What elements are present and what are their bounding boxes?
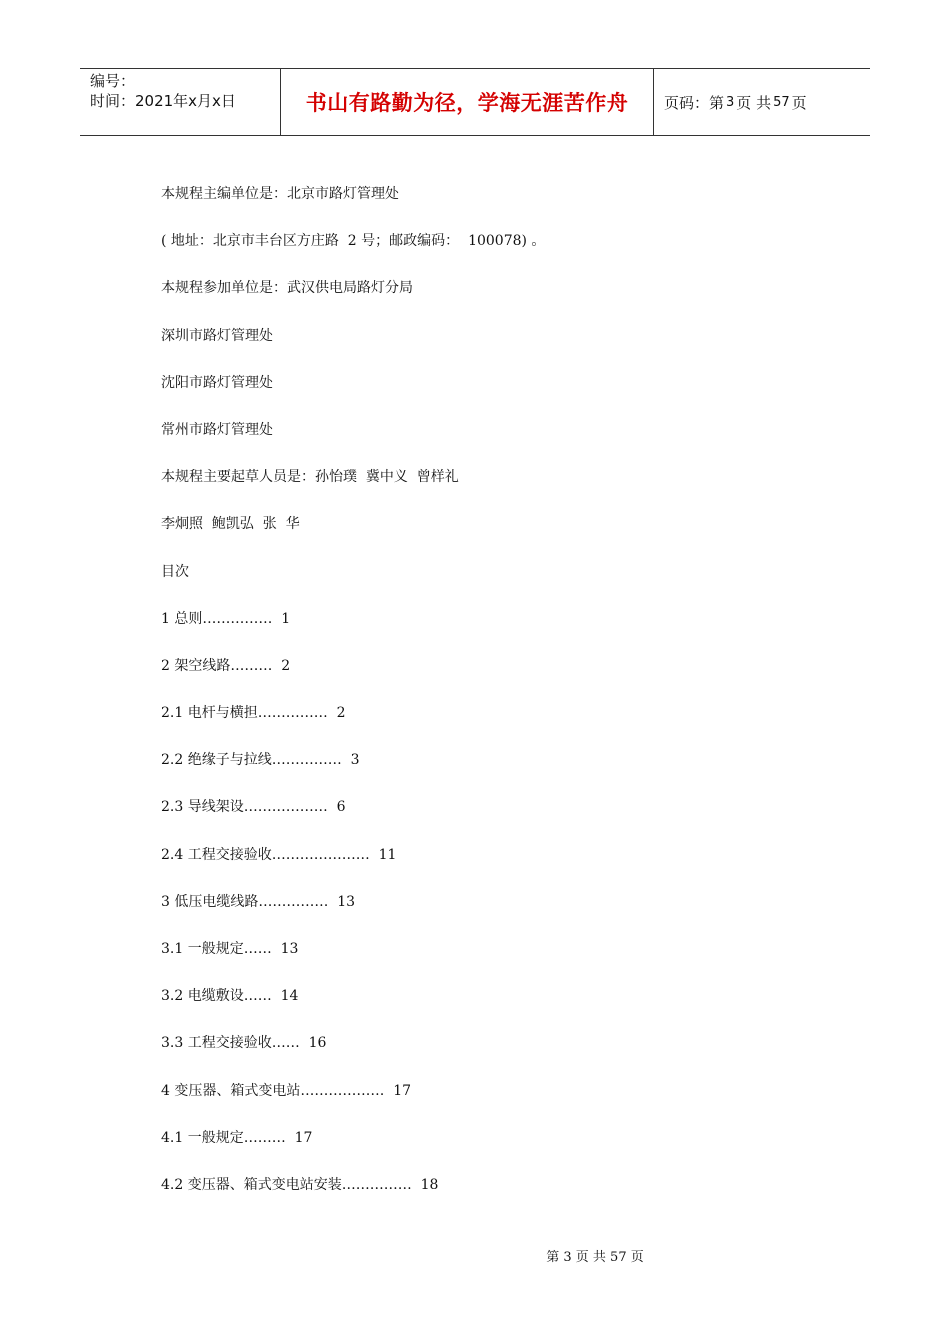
document-body — [161, 184, 821, 1222]
toc-entry: 2 架空线路……… 2 — [161, 657, 291, 674]
toc-entry: 1 总则…………… 1 — [161, 610, 291, 627]
toc-entry: 4 变压器、箱式变电站……………… 17 — [161, 1082, 412, 1099]
page-prefix: 页码：第 — [664, 93, 725, 112]
header-info-cell — [80, 69, 281, 135]
toc-entry: 4.2 变压器、箱式变电站安装…………… 18 — [161, 1176, 439, 1193]
toc-entry: 2.3 导线架设……………… 6 — [161, 799, 346, 816]
header-motto: 书山有路勤为径，学海无涯苦作舟 — [281, 69, 654, 135]
toc-entry: 2.2 绝缘子与拉线…………… 3 — [161, 752, 360, 769]
page-footer: 第 3 页 共 57 页 — [546, 1250, 644, 1265]
toc-entry: 3 低压电缆线路…………… 13 — [161, 893, 356, 910]
page-mid: 页 共 — [736, 93, 772, 112]
page-current: 3 — [726, 94, 735, 110]
page-total: 57 — [773, 94, 790, 110]
toc-entry: 3.1 一般规定…… 13 — [161, 941, 299, 957]
toc-entry: 4.1 一般规定……… 17 — [161, 1129, 313, 1146]
document-number-label: 编号： — [90, 72, 136, 90]
toc-title: 目次 — [161, 563, 189, 580]
body-line: 本规程参加单位是：武汉供电局路灯分局 — [161, 280, 413, 297]
body-line: 本规程主编单位是：北京市路灯管理处 — [161, 186, 399, 202]
document-time-label: 时间：2021年x月x日 — [90, 92, 236, 110]
toc-entry: 2.4 工程交接验收………………… 11 — [161, 846, 397, 863]
page-suffix: 页 — [791, 93, 807, 112]
body-line: 深圳市路灯管理处 — [161, 327, 273, 344]
page-header — [80, 68, 870, 136]
toc-entry: 3.2 电缆敷设…… 14 — [161, 988, 299, 1005]
toc-entry: 3.3 工程交接验收…… 16 — [161, 1035, 327, 1052]
header-page-info — [654, 69, 870, 135]
body-line: 沈阳市路灯管理处 — [161, 374, 273, 391]
body-line: 常州市路灯管理处 — [161, 421, 273, 438]
toc-entry: 2.1 电杆与横担…………… 2 — [161, 705, 346, 722]
body-line: ( 地址：北京市丰台区方庄路 2 号；邮政编码： 100078) 。 — [161, 233, 546, 250]
body-line: 李炯照 鲍凯弘 张 华 — [161, 516, 300, 533]
body-line: 本规程主要起草人员是：孙怡璞 冀中义 曾样礼 — [161, 469, 459, 486]
